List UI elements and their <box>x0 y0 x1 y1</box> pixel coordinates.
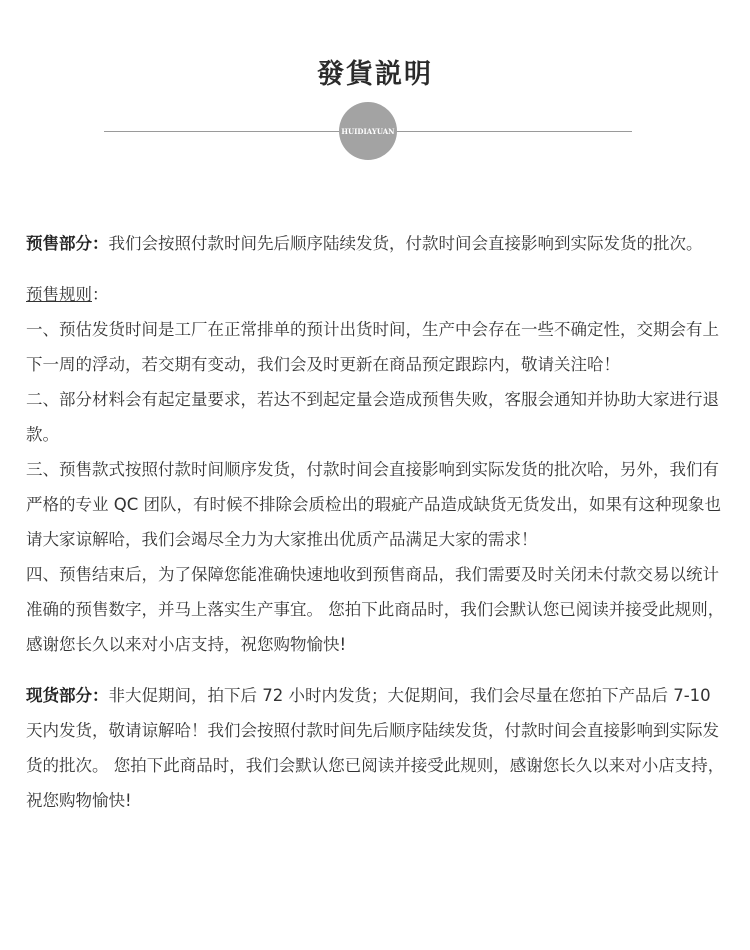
presale-label: 预售部分： <box>26 234 109 253</box>
rule-item-2: 二、部分材料会有起定量要求，若达不到起定量会造成预售失败，客服会通知并协助大家进行退款。 <box>26 390 719 444</box>
notice-content <box>26 226 726 818</box>
rule-item-4: 四、预售结束后，为了保障您能准确快速地收到预售商品，我们需要及时关闭未付款交易以统计准确的预售数字，并马上落实生产事宜。 您拍下此商品时，我们会默认您已阅读并接受此规则，感谢您长久以来对小店支持，祝您购物愉快! <box>26 565 725 654</box>
rule-item-3: 三、预售款式按照付款时间顺序发货，付款时间会直接影响到实际发货的批次哈，另外，我们有严格的专业 QC 团队，有时候不排除会质检出的瑕疵产品造成缺货无货发出，如果有这种现象也请大家谅解哈，我们会竭尽全力为大家推出优质产品满足大家的需求！ <box>26 460 721 549</box>
page-title: 發貨説明 <box>317 59 433 90</box>
instock-text: 非大促期间，拍下后 72 小时内发货；大促期间，我们会尽量在您拍下产品后 7-10 天内发货，敬请谅解哈！我们会按照付款时间先后顺序陆续发货，付款时间会直接影响到实际发货的批次。 您拍下此商品时，我们会默认您已阅读并接受此规则，感谢您长久以来对小店支持，祝您购物愉快! <box>26 686 725 810</box>
brand-badge: HUIDIAYUAN <box>339 102 397 160</box>
presale-paragraph <box>26 226 726 261</box>
spacer <box>26 662 726 678</box>
spacer <box>26 261 726 277</box>
rule-item-1: 一、预估发货时间是工厂在正常排单的预计出货时间，生产中会存在一些不确定性，交期会有上下一周的浮动，若交期有变动，我们会及时更新在商品预定跟踪内，敬请关注哈！ <box>26 320 719 374</box>
rules-heading <box>26 277 726 312</box>
instock-label: 现货部分： <box>26 686 109 705</box>
instock-paragraph <box>26 678 726 818</box>
rules-heading-colon: ： <box>92 285 109 304</box>
presale-text: 我们会按照付款时间先后顺序陆续发货，付款时间会直接影响到实际发货的批次。 <box>108 234 703 253</box>
rules-heading-text: 预售规则 <box>26 285 92 304</box>
